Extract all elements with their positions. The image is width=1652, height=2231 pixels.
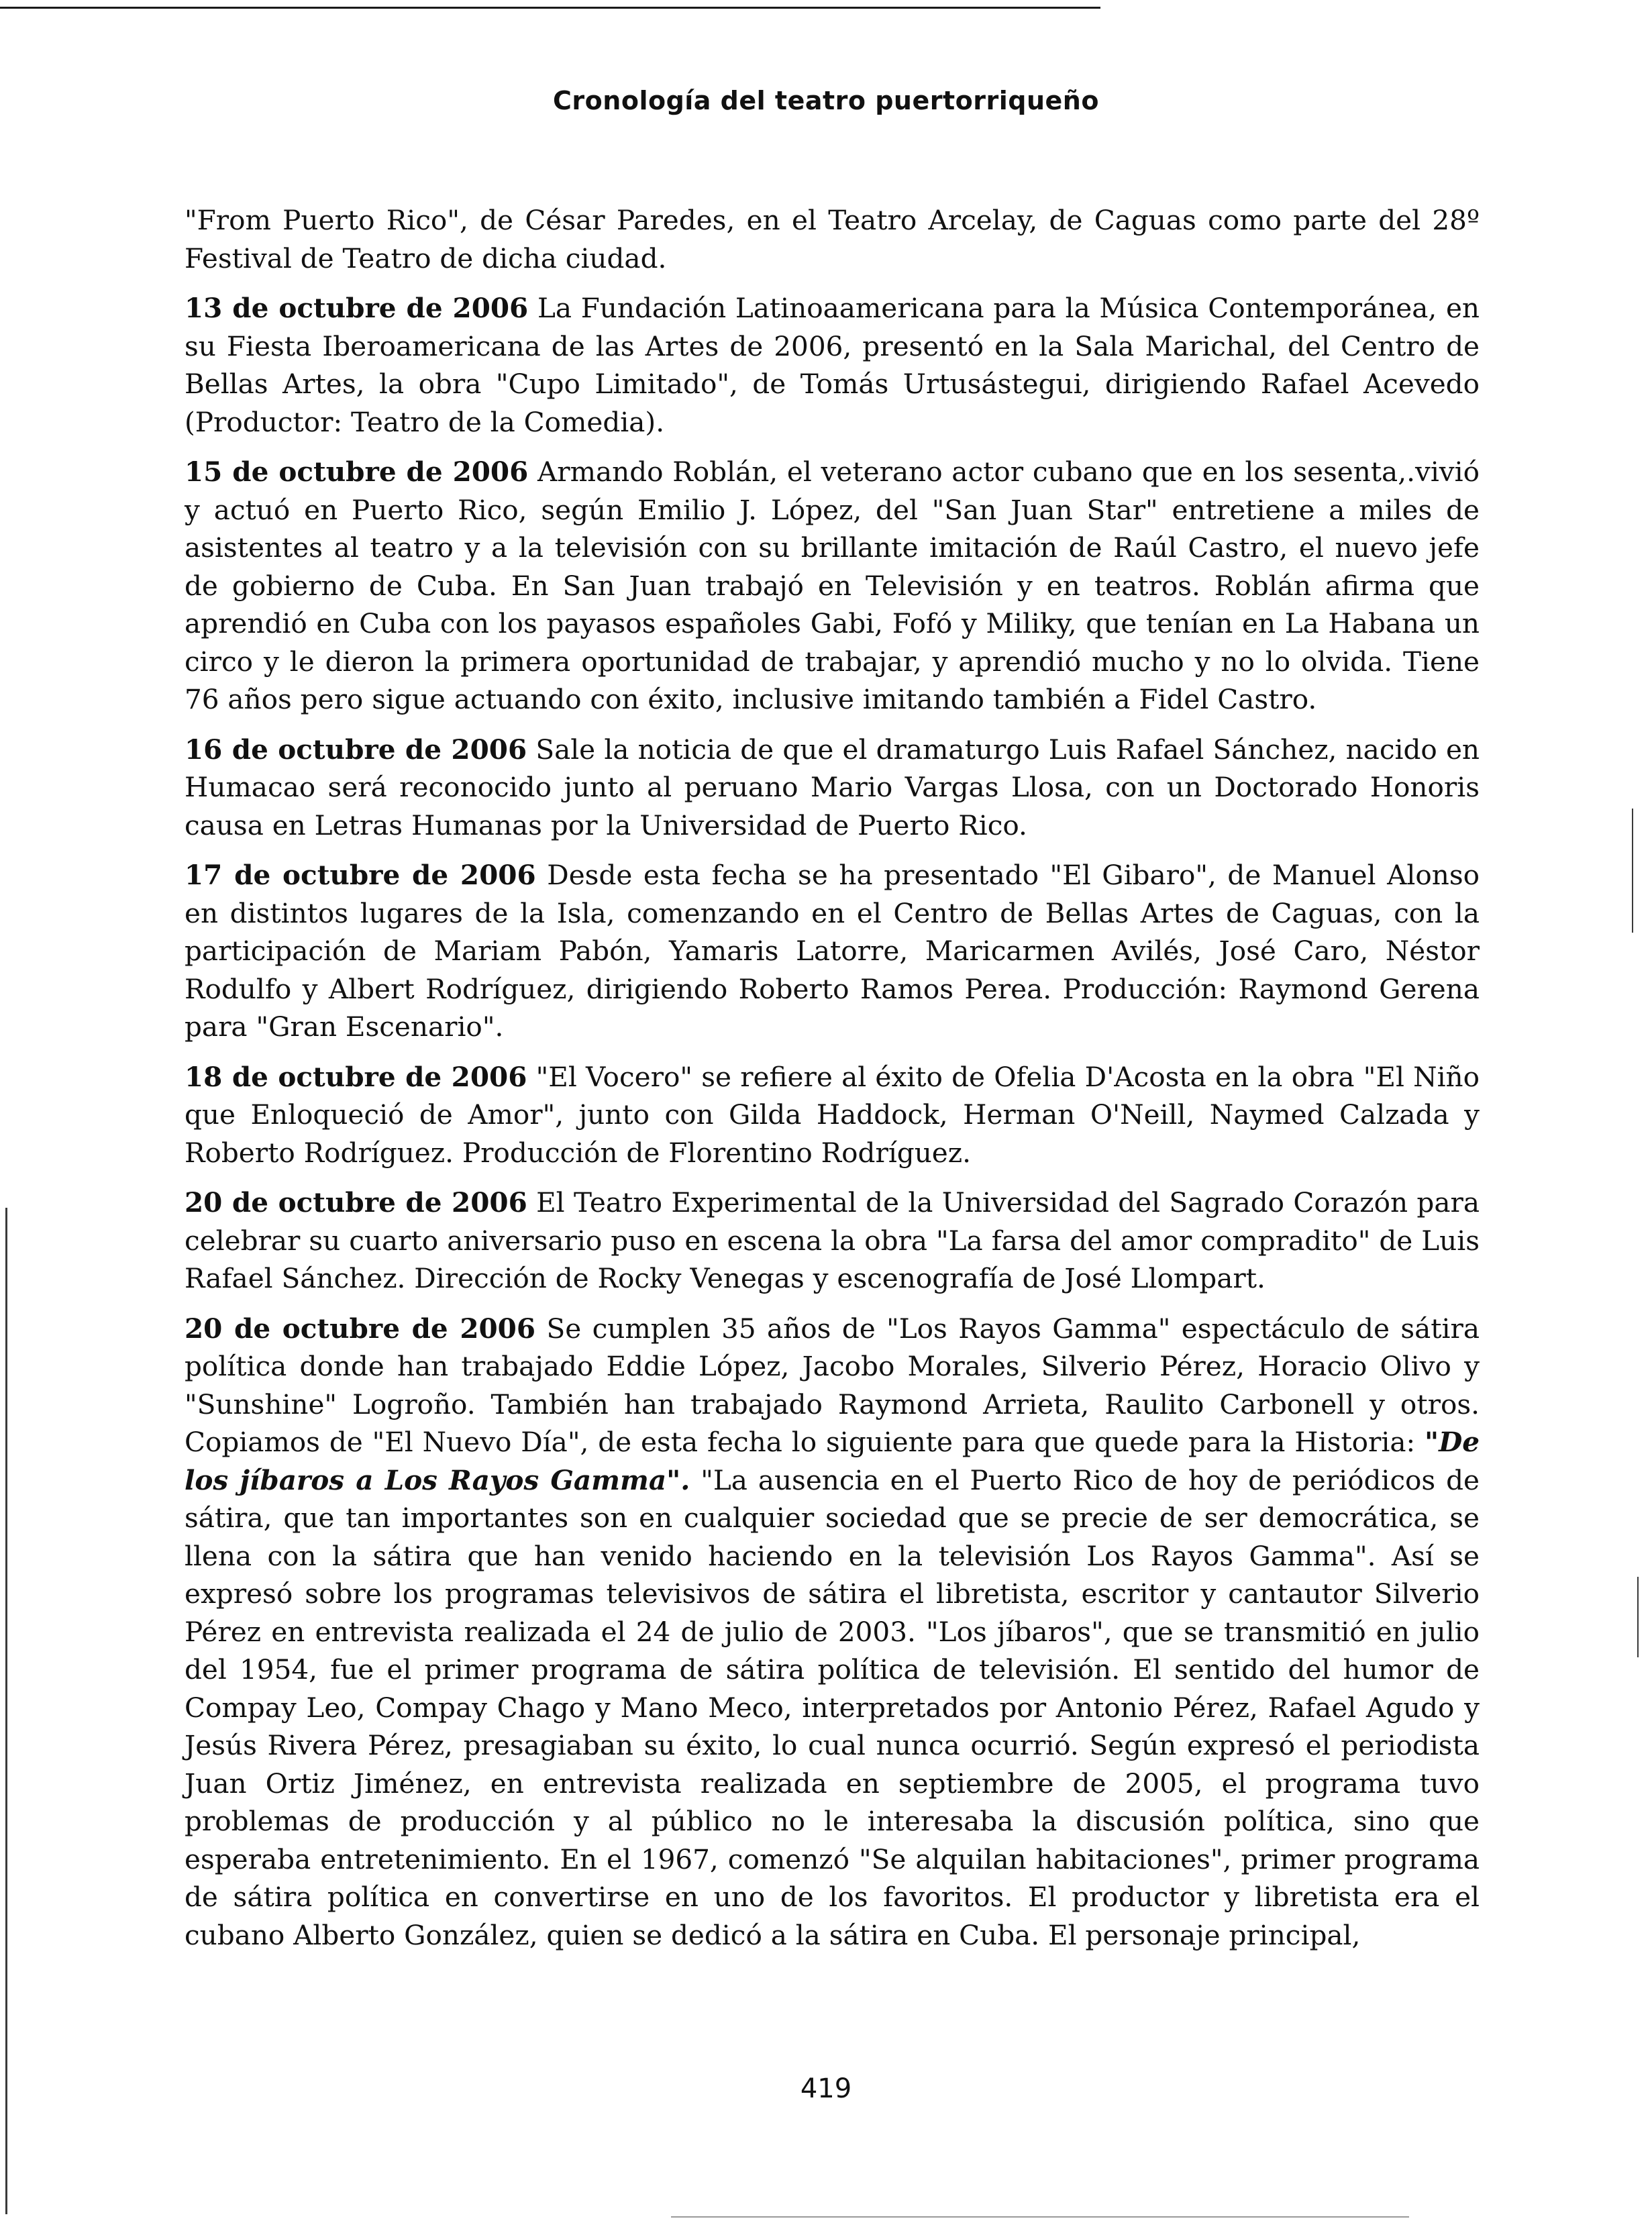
running-head: Cronología del teatro puertorriqueño bbox=[553, 86, 1099, 115]
paragraph-2 bbox=[185, 289, 1480, 441]
paragraph-intro: Se cumplen 35 años de "Los Rayos Gamma" espectáculo de sátira política donde han trabajado Eddie López, Jacobo Morales, Silverio Pérez, Horacio Olivo y "Sunshine" Logroño. También han trabajado Raymond Arrieta, Raulito Carbonell y otros. Copiamos de "El Nuevo Día", de esta fecha lo siguiente para que quede para la Historia: bbox=[185, 1312, 1480, 1458]
paragraph-1 bbox=[185, 201, 1480, 277]
paragraph-3 bbox=[185, 453, 1480, 719]
paragraph-date: 20 de octubre de 2006 bbox=[185, 1312, 536, 1345]
paragraph-date: 13 de octubre de 2006 bbox=[185, 292, 529, 324]
scan-mark-right-lower bbox=[1637, 1577, 1639, 1657]
paragraph-4 bbox=[185, 731, 1480, 845]
paragraph-text: El Teatro Experimental de la Universidad del Sagrado Corazón para celebrar su cuarto aniversario puso en escena la obra "La farsa del amor compradito" de Luis Rafael Sánchez. Dirección de Rocky Venegas y escenografía de José Llompart. bbox=[185, 1186, 1480, 1294]
scan-mark-right bbox=[1632, 809, 1633, 933]
paragraph-7 bbox=[185, 1184, 1480, 1298]
paragraph-date: 20 de octubre de 2006 bbox=[185, 1186, 527, 1218]
paragraph-text: Desde esta fecha se ha presentado "El Gibaro", de Manuel Alonso en distintos lugares de la Isla, comenzando en el Centro de Bellas Artes de Caguas, con la participación de Mariam Pabón, Yamaris Latorre, Maricarmen Avilés, José Caro, Néstor Rodulfo y Albert Rodríguez, dirigiendo Roberto Ramos Perea. Producción: Raymond Gerena para "Gran Escenario". bbox=[185, 859, 1480, 1043]
paragraph-8 bbox=[185, 1310, 1480, 1955]
quote-title: "De los jíbaros a Los Rayos Gamma". bbox=[185, 1426, 1480, 1496]
bottom-rule bbox=[671, 2216, 1409, 2218]
paragraph-rest: "La ausencia en el Puerto Rico de hoy de periódicos de sátira, que tan importantes son en cualquier sociedad que se precie de ser democrática, se llena con la sátira que han venido haciendo en la televisión Los Rayos Gamma". Así se expresó sobre los programas televisivos de sátira el libretista, escritor y cantautor Silverio Pérez en entrevista realizada el 24 de julio de 2003. "Los jíbaros", que se transmitió en julio del 1954, fue el primer programa de sátira política de televisión. El sentido del humor de Compay Leo, Compay Chago y Mano Meco, interpretados por Antonio Pérez, Rafael Agudo y Jesús Rivera Pérez, presagiaban su éxito, lo cual nunca ocurrió. Según expresó el periodista Juan Ortiz Jiménez, en entrevista realizada en septiembre de 2005, el programa tuvo problemas de producción y al público no le interesaba la discusión política, sino que esperaba entretenimiento. En el 1967, comenzó "Se alquilan habitaciones", primer programa de sátira política en convertirse en uno de los favoritos. El productor y libretista era el cubano Alberto González, quien se dedicó a la sátira en Cuba. El personaje principal, bbox=[185, 1463, 1480, 1951]
paragraph-date: 18 de octubre de 2006 bbox=[185, 1060, 527, 1093]
paragraph-text: Armando Roblán, el veterano actor cubano que en los sesenta,.vivió y actuó en Puerto Rico, según Emilio J. López, del "San Juan Star" entretiene a miles de asistentes al teatro y a la televisión con su brillante imitación de Raúl Castro, el nuevo jefe de gobierno de Cuba. En San Juan trabajó en Televisión y en teatros. Roblán afirma que aprendió en Cuba con los payasos españoles Gabi, Fofó y Miliky, que tenían en La Habana un circo y le dieron la primera oportunidad de trabajar, y aprendió mucho y no lo olvida. Tiene 76 años pero sigue actuando con éxito, inclusive imitando también a Fidel Castro. bbox=[185, 456, 1480, 715]
paragraph-text: "From Puerto Rico", de César Paredes, en el Teatro Arcelay, de Caguas como parte del 28º Festival de Teatro de dicha ciudad. bbox=[185, 204, 1480, 274]
paragraph-text: Sale la noticia de que el dramaturgo Luis Rafael Sánchez, nacido en Humacao será reconocido junto al peruano Mario Vargas Llosa, con un Doctorado Honoris causa en Letras Humanas por la Universidad de Puerto Rico. bbox=[185, 733, 1480, 841]
page-number: 419 bbox=[800, 2073, 852, 2104]
paragraph-5 bbox=[185, 856, 1480, 1046]
paragraph-date: 15 de octubre de 2006 bbox=[185, 456, 529, 488]
scan-edge-left bbox=[5, 1208, 7, 2214]
paragraph-text: "El Vocero" se refiere al éxito de Ofelia D'Acosta en la obra "El Niño que Enloqueció de Amor", junto con Gilda Haddock, Herman O'Neill, Naymed Calzada y Roberto Rodríguez. Producción de Florentino Rodríguez. bbox=[185, 1060, 1480, 1169]
paragraph-date: 16 de octubre de 2006 bbox=[185, 733, 527, 766]
body-text bbox=[185, 201, 1480, 1966]
top-rule bbox=[0, 7, 1100, 9]
paragraph-6 bbox=[185, 1058, 1480, 1172]
paragraph-text: La Fundación Latinoaamericana para la Música Contemporánea, en su Fiesta Iberoamericana de las Artes de 2006, presentó en la Sala Marichal, del Centro de Bellas Artes, la obra "Cupo Limitado", de Tomás Urtusástegui, dirigiendo Rafael Acevedo (Productor: Teatro de la Comedia). bbox=[185, 292, 1480, 438]
paragraph-date: 17 de octubre de 2006 bbox=[185, 859, 536, 891]
